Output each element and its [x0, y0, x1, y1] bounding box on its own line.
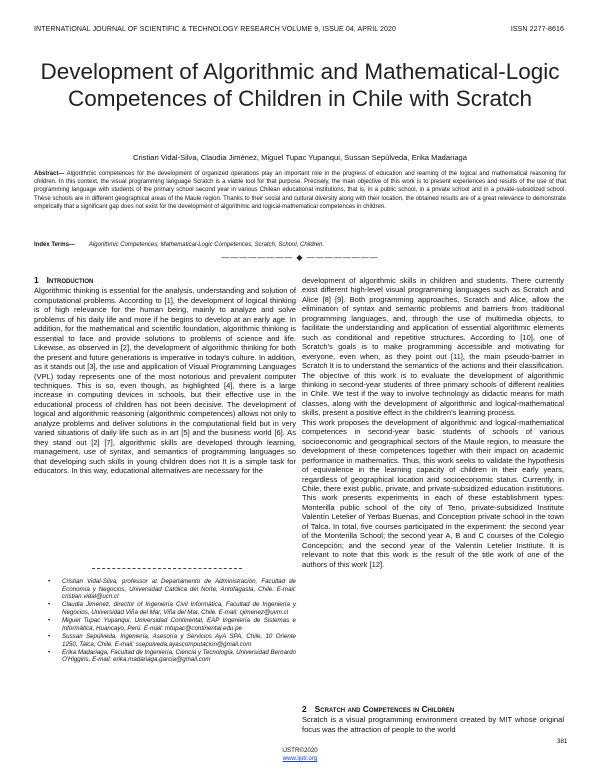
footnote-item	[48, 601, 296, 616]
intro-paragraph-right-2: This work proposes the development of algorithmic and logical-mathematical competences in second-year basic students of schools of various socioeconomic and geographical sectors of the Maule region, to measure the development of these competences together with their impact on academic performance in mathematics. Thus, this work seeks to validate the hypothesis of equivalence in the learning capacity of children in their early years, regardless of geographical location and socioeconomic status. Currently, in Chile, there exist public, private, and private-subsidized education institutions. This work presents experiments in each of these establishment types: Monterilla public school of the city of Teno, private-subsidized Institute Valentín Letelier of Yerbas Buenas, and Conception private school in the town of Talca. In total, five courses participated in the experiment: the second year of the Monterilla School; the second year A, B and C courses of the Colegio Concepción; and the second year of the Valentín Letelier Institute. It is relevant to note that this work is the result of the title work of one of the authors of this work [12].	[302, 417, 564, 569]
abstract-label: Abstract—	[34, 171, 65, 177]
left-column	[34, 276, 296, 476]
abstract	[34, 170, 566, 211]
footnote-text: Cristian Vidal-Silva, professor at Departamento de Administración, Facultad de Economía y Negocios, Universidad Católica del Norte, Antofagasta, Chile. E-mail: cristian.vidal@ucn.cl	[62, 578, 296, 601]
index-terms	[34, 241, 566, 249]
intro-paragraph-right-1: development of algorithmic skills in children and students. There currently exist different high-level visual programming languages such as Scratch and Alice [8] [9]. Both programming approaches, Scratch and Alice, allow the elimination of syntax and semantic problems and barriers from traditional programming languages, and, through the use of multimedia objects, to facilitate the understanding and application of essential algorithmic elements such as conditional and repetitive structures. According to [10], one of Scratch's goals is to make programming accessible and motivating for everyone, even when, as they point out [11], the main pseudo-barrier in Scratch It is to understand the semantics of the actions and their classification. The objective of this work is to evaluate the development of algorithmic thinking in second-year students of three primary schools of different realities in Chile. We test if the way to involve technology as didactic means for math classes, along with the development of algorithmic and logical-mathematical skills, present a positive effect in the children's learning process.	[302, 276, 564, 418]
bullet-icon: •	[48, 578, 51, 585]
intro-paragraph-left: Algorithmic thinking is essential for the analysis, understanding and solution of computational problems. According to [1], the development of logical thinking is of high relevance for the human being, mainly to analyze and solve problems of his daily life and more if he begins to develop at an early age. In addition, for the mathematical and scientific foundation, algorithmic thinking is essential to face and provide solutions to problems of science and life. Likewise, as observed in [2], the development of algorithmic thinking for both the present and future generations is imperative in today's culture. In addition, as it stands out [3], the use and application of Visual Programming Languages (VPL) today represents one of the most notorious and prevalent computer techniques. This is so, even though, as highlighted [4], there is a large increase in computing devices in schools, but their effective use in the educational process of children has not been decisive. The development of logical and algorithmic reasoning (algorithmic competences) allows not only to analyze problems and deliver solutions in the computational field but in very varied situations of daily life such as in art [5] and the business world [6]. As they stand out [2] [7], algorithmic skills are developed through learning, management, use of syntax, and semantics of programming languages so that developing such skills in young children does not It is a simple task for educators. In this way, educational alternatives are necessary for the	[34, 286, 296, 476]
footnote-text: Sussan Sepúlveda, Ingeniería, Asesoría y Servicios AyA SPA, Chile, 10 Oriente 1250, Talca, Chile. E-mail: ssepulveda.ayascomputacion@gmail.com	[62, 632, 296, 648]
journal-name: INTERNATIONAL JOURNAL OF SCIENTIFIC & TECHNOLOGY RESEARCH VOLUME 9, ISSUE 04, APRIL 2020	[34, 26, 397, 33]
bullet-icon: •	[48, 632, 51, 640]
right-column	[302, 276, 564, 569]
index-terms-text: Algorithmic Competences, Mathematical-Logic Competences, Scratch, School, Children.	[88, 242, 325, 248]
footnote-item	[48, 649, 296, 664]
footnote-text: Miguel Tupac Yupanqui, Universidad Continental, EAP Ingeniería de Sistemas e Informática, Huancayo, Perú. E-mail: mtupac@continental.edu.pe	[62, 617, 296, 632]
section-2	[302, 705, 564, 734]
footer-code: IJSTR©2020	[282, 747, 318, 754]
author-footnotes	[48, 578, 296, 665]
paper-title: Development of Algorithmic and Mathematical-Logic Competences of Children in Chile with Scratch	[40, 59, 560, 111]
footnote-text: Erika Madariaga, Facultad de Ingeniería, Ciencia y Tecnología, Universidad Bernardo O'Higgins, E-mail: erika.madariaga.garcia@gmail.com	[62, 648, 296, 664]
section-2-paragraph: Scratch is a visual programming environment created by MIT whose original focus was the attraction of people to the world	[302, 715, 564, 734]
footnote-item	[48, 578, 296, 601]
abstract-text: Algorithmic competences for the development of organized operations play an important role in the progress of education and learning of the logical and mathematical reasoning for children. In this context, the visual programming language Scratch is a viable tool for that purpose. Precisely, the main objective of this work is to present experiences and results of the use of that programming language with students of the primary school second year in various Chilean educational institutions, that is, in a public school, in a private school and in a private-subsidized school. These schools are in different geographical areas of the Maule region. Thanks to their social and cultural diversity along with their location, the obtained results are of a great relevance to demonstrate empirically that a significant gap does not exist for the development of algorithmic and logical-mathematical competences in children.	[34, 171, 566, 210]
section-2-number: 2	[302, 704, 307, 714]
section-1-heading	[34, 276, 296, 285]
section-divider: ———————— ◆ ————————	[221, 253, 379, 262]
journal-url-link[interactable]: www.ijstr.org	[282, 755, 318, 762]
section-1-number: 1	[34, 275, 39, 285]
bullet-icon: •	[48, 617, 51, 625]
footnote-rule	[92, 568, 242, 569]
footnote-item	[48, 633, 296, 648]
page-footer	[0, 747, 600, 763]
issn: ISSN 2277-8616	[510, 26, 564, 33]
section-1-title: Introduction	[46, 275, 94, 285]
bullet-icon: •	[48, 648, 51, 656]
page-number: 381	[557, 738, 568, 745]
section-2-heading	[302, 705, 564, 714]
footnote-item	[48, 617, 296, 632]
author-list: Cristian Vidal-Silva, Claudia Jiménez, Miguel Tupac Yupanqui, Sussan Sepúlveda, Erika Madariaga	[132, 153, 468, 162]
section-2-title: Scratch and Competences in Children	[314, 704, 455, 714]
journal-header	[34, 26, 564, 33]
footnote-text: Claudia Jiménez, director of Ingeniería Civil Informática, Facultad de Ingeniería y Negocios, Universidad Viña del Mar, Viña del Mar, Chile. E-mail: cjimenez@uvm.cl	[62, 601, 296, 616]
index-terms-label: Index Terms—	[34, 242, 75, 248]
bullet-icon: •	[48, 601, 51, 609]
